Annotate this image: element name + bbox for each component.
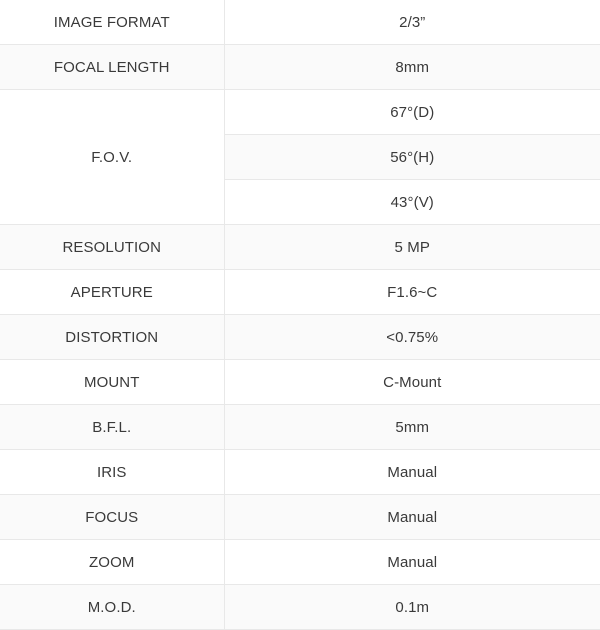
table-row (0, 540, 600, 585)
spec-label-cell: MOUNT (0, 360, 224, 405)
spec-value-cell: 8mm (224, 45, 600, 90)
spec-value-cell: Manual (224, 540, 600, 585)
table-row (0, 360, 600, 405)
spec-value-cell: 5mm (224, 405, 600, 450)
spec-value-cell: 2/3” (224, 0, 600, 45)
spec-value-cell: F1.6~C (224, 270, 600, 315)
spec-value-cell: 43°(V) (224, 180, 600, 225)
spec-value-cell: <0.75% (224, 315, 600, 360)
spec-value-cell: 0.1m (224, 585, 600, 630)
spec-value-cell: Manual (224, 450, 600, 495)
spec-value-cell: 5 MP (224, 225, 600, 270)
spec-label-cell: RESOLUTION (0, 225, 224, 270)
table-row (0, 585, 600, 630)
spec-label-cell: B.F.L. (0, 405, 224, 450)
spec-label-cell: IMAGE FORMAT (0, 0, 224, 45)
spec-label-cell: IRIS (0, 450, 224, 495)
table-row (0, 405, 600, 450)
spec-value-cell: Manual (224, 495, 600, 540)
spec-value-cell: 67°(D) (224, 90, 600, 135)
spec-label-cell: ZOOM (0, 540, 224, 585)
table-row (0, 270, 600, 315)
table-row (0, 90, 600, 135)
table-row (0, 225, 600, 270)
spec-label-cell: F.O.V. (0, 90, 224, 225)
table-row (0, 315, 600, 360)
spec-label-cell: DISTORTION (0, 315, 224, 360)
spec-label-cell: FOCUS (0, 495, 224, 540)
table-row (0, 495, 600, 540)
spec-value-cell: 56°(H) (224, 135, 600, 180)
spec-label-cell: APERTURE (0, 270, 224, 315)
spec-value-cell: C-Mount (224, 360, 600, 405)
table-row (0, 45, 600, 90)
spec-label-cell: M.O.D. (0, 585, 224, 630)
spec-label-cell: FOCAL LENGTH (0, 45, 224, 90)
table-row (0, 0, 600, 45)
table-row (0, 450, 600, 495)
